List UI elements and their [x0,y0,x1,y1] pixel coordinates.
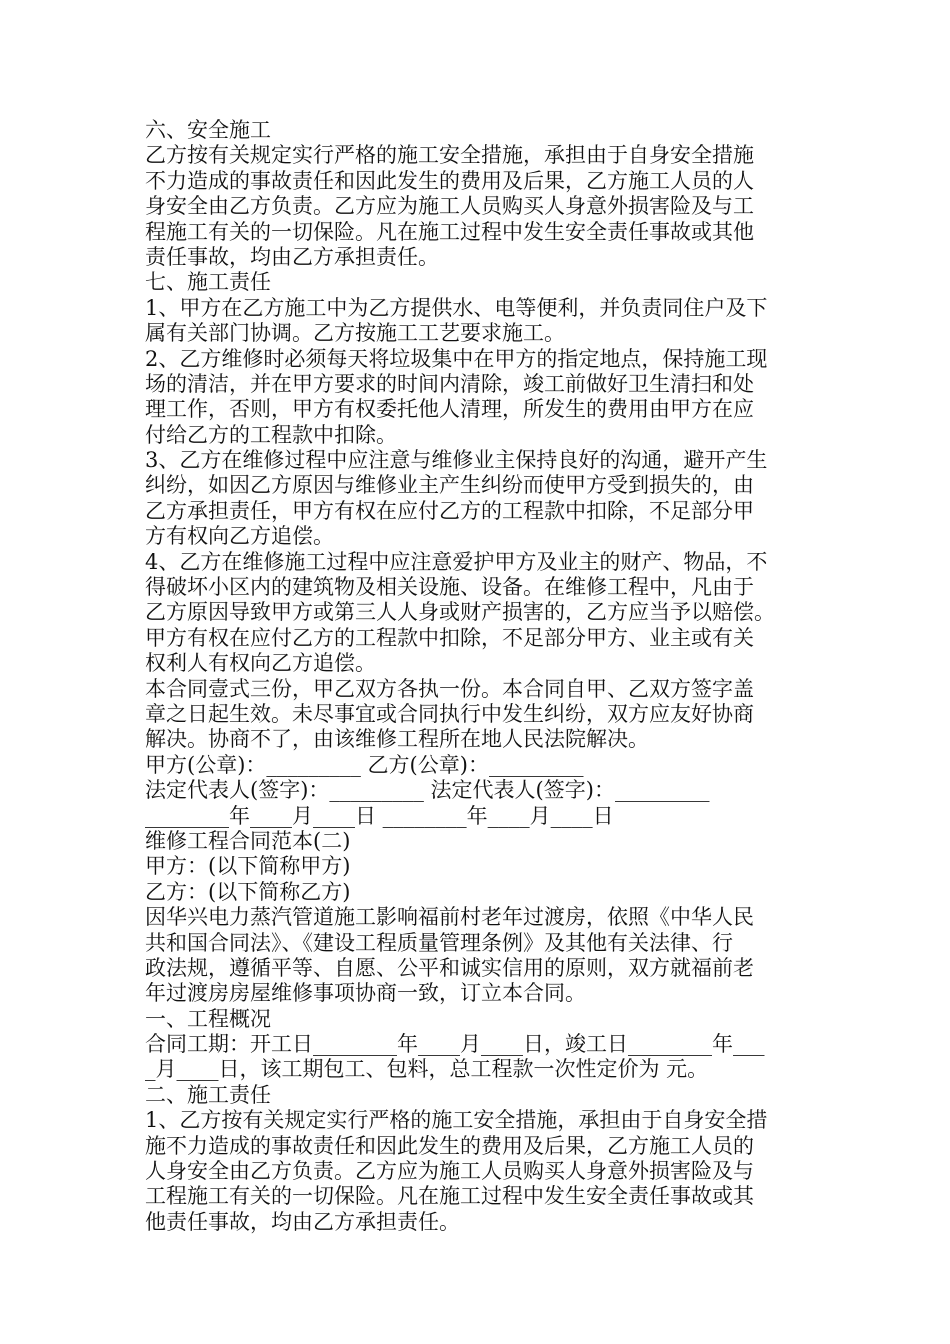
text-line: 本合同壹式三份，甲乙双方各执一份。本合同自甲、乙双方签字盖 [145,676,754,701]
text-line: 他责任事故，均由乙方承担责任。 [145,1209,460,1234]
text-line: 责任事故，均由乙方承担责任。 [145,244,439,269]
text-line: 3、乙方在维修过程中应注意与维修业主保持良好的沟通，避开产生 [145,448,768,473]
text-line: 得破坏小区内的建筑物及相关设施、设备。在维修工程中，凡由于 [145,575,754,600]
section-heading: 二、施工责任 [145,1082,271,1107]
text-line: 乙方承担责任，甲方有权在应付乙方的工程款中扣除，不足部分甲 [145,498,754,523]
text-line: 合同工期：开工日________年____月____日，竣工日________年___ [145,1032,765,1057]
text-line: 共和国合同法》、《建设工程质量管理条例》及其他有关法律、行 [145,930,733,955]
text-line: 纠纷，如因乙方原因与维修业主产生纠纷而使甲方受到损失的，由 [145,473,754,498]
signature-line: 法定代表人(签字)：_________ 法定代表人(签字)：_________ [145,778,710,803]
text-line: 甲方有权在应付乙方的工程款中扣除，不足部分甲方、业主或有关 [145,625,754,650]
section-heading: 六、安全施工 [145,118,271,142]
text-line: 场的清洁，并在甲方要求的时间内清除，竣工前做好卫生清扫和处 [145,371,754,396]
text-line: 方有权向乙方追偿。 [145,524,334,549]
text-line: 解决。协商不了，由该维修工程所在地人民法院解决。 [145,727,649,752]
text-line: 乙方按有关规定实行严格的施工安全措施，承担由于自身安全措施 [145,143,754,168]
text-line: 属有关部门协调。乙方按施工工艺要求施工。 [145,321,565,346]
signature-line: 甲方(公章)：_________ 乙方(公章)：_________ [145,752,584,777]
text-line: 4、乙方在维修施工过程中应注意爱护甲方及业主的财产、物品，不 [145,549,768,574]
text-line: 人身安全由乙方负责。乙方应为施工人员购买人身意外损害险及与 [145,1159,754,1184]
section-heading: 一、工程概况 [145,1006,271,1031]
text-line: 权利人有权向乙方追偿。 [145,651,376,676]
document-title: 维修工程合同范本(二) [145,828,351,853]
party-line: 乙方：(以下简称乙方) [145,879,351,904]
section-heading: 七、施工责任 [145,270,271,295]
text-line: 程施工有关的一切保险。凡在施工过程中发生安全责任事故或其他 [145,219,754,244]
text-line: 因华兴电力蒸汽管道施工影响福前村老年过渡房，依照《中华人民 [145,905,754,930]
date-line: ________年____月____日 ________年____月____日 [145,803,614,828]
text-line: 乙方原因导致甲方或第三人人身或财产损害的，乙方应当予以赔偿。 [145,600,775,625]
text-line: 不力造成的事故责任和因此发生的费用及后果，乙方施工人员的人 [145,168,754,193]
text-line: 2、乙方维修时必须每天将垃圾集中在甲方的指定地点，保持施工现 [145,346,768,371]
party-line: 甲方：(以下简称甲方) [145,854,351,879]
text-line: 章之日起生效。未尽事宜或合同执行中发生纠纷，双方应友好协商 [145,701,754,726]
text-line: 1、甲方在乙方施工中为乙方提供水、电等便利，并负责同住户及下 [145,295,768,320]
text-line: 付给乙方的工程款中扣除。 [145,422,397,447]
text-line: 年过渡房房屋维修事项协商一致，订立本合同。 [145,981,586,1006]
document-body [145,118,815,1235]
text-line: 施不力造成的事故责任和因此发生的费用及后果，乙方施工人员的 [145,1133,754,1158]
text-line: 工程施工有关的一切保险。凡在施工过程中发生安全责任事故或其 [145,1184,754,1209]
text-line: 身安全由乙方负责。乙方应为施工人员购买人身意外损害险及与工 [145,194,754,219]
text-line: 理工作，否则，甲方有权委托他人清理，所发生的费用由甲方在应 [145,397,754,422]
text-line: 政法规，遵循平等、自愿、公平和诚实信用的原则，双方就福前老 [145,955,754,980]
text-line: _月____日，该工期包工、包料，总工程款一次性定价为 元。 [145,1057,709,1082]
text-line: 1、乙方按有关规定实行严格的施工安全措施，承担由于自身安全措 [145,1108,768,1133]
